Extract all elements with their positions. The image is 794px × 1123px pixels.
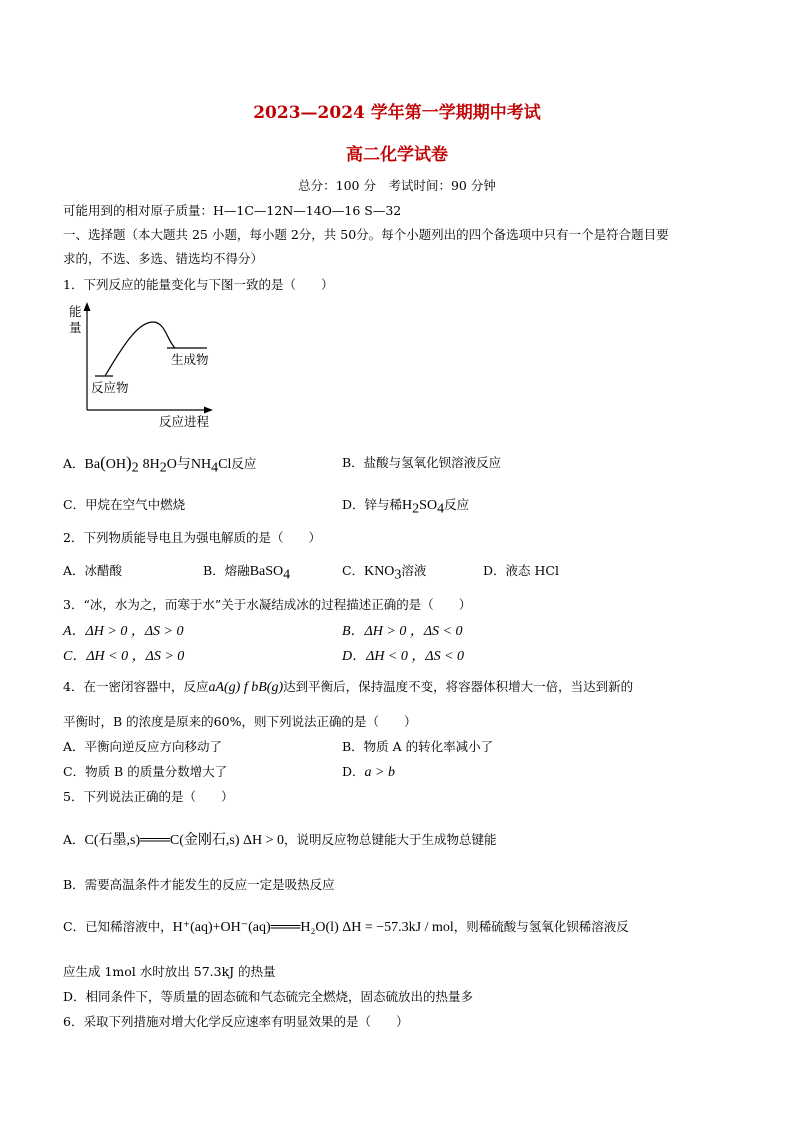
reactant-label: 反应物 xyxy=(91,380,129,395)
q2-option-b: B．熔融BaSO$_4$ xyxy=(203,563,291,583)
q5-option-a: A．C(石墨,s)═══C(金刚石,s) ΔH > 0，说明反应物总键能大于生成物总键能 xyxy=(63,832,497,848)
q4-option-d: D．a > b xyxy=(342,764,395,780)
energy-diagram xyxy=(63,300,223,432)
q5-option-c: C．已知稀溶液中，H⁺(aq)+OH⁻(aq)═══H₂O(l) ΔH = −57.3kJ / mol，则稀硫酸与氢氧化钡稀溶液反 xyxy=(63,919,629,935)
q2-option-d: D．液态 HCl xyxy=(483,563,559,578)
q4-option-a: A．平衡向逆反应方向移动了 xyxy=(63,739,223,754)
product-label: 生成物 xyxy=(171,352,209,367)
q4-option-c: C．物质 B 的质量分数增大了 xyxy=(63,764,228,779)
q2-option-c: C．$KNO_3$溶液 xyxy=(342,563,427,583)
q4-stem-line1: 4．在一密闭容器中，反应aA(g) f bB(g)达到平衡后，保持温度不变，将容器体积增大一倍，当达到新的 xyxy=(63,679,634,695)
q3-option-c: C．ΔH < 0 ，ΔS > 0 xyxy=(63,649,185,664)
section-instructions-line2: 求的，不选、多选、错选均不得分） xyxy=(63,251,264,266)
q5-option-b: B．需要高温条件才能发生的反应一定是吸热反应 xyxy=(63,877,335,892)
q5-option-c-line2: 应生成 1mol 水时放出 57.3kJ 的热量 xyxy=(63,964,276,979)
energy-curve xyxy=(105,322,175,376)
exam-subtitle: 高二化学试卷 xyxy=(346,145,448,165)
exam-info: 总分：100 分 考试时间：90 分钟 xyxy=(298,178,496,193)
q1-option-c: C．甲烷在空气中燃烧 xyxy=(63,497,186,512)
q4-stem-line2: 平衡时，B 的浓度是原来的60%，则下列说法正确的是（ ） xyxy=(63,714,417,729)
q6-stem: 6．采取下列措施对增大化学反应速率有明显效果的是（ ） xyxy=(63,1014,409,1029)
q1-option-d: D．锌与稀$H_2SO_4$反应 xyxy=(342,497,470,517)
x-axis-arrow xyxy=(204,407,213,414)
q1-stem: 1．下列反应的能量变化与下图一致的是（ ） xyxy=(63,277,334,292)
q4-option-b: B．物质 A 的转化率减小了 xyxy=(342,739,494,754)
q5-stem: 5．下列说法正确的是（ ） xyxy=(63,789,234,804)
exam-title: 2023—2024 学年第一学期期中考试 xyxy=(253,103,541,123)
atomic-masses: 可能用到的相对原子质量：H—1C—12N—14O—16 S—32 xyxy=(63,203,402,218)
x-label: 反应进程 xyxy=(159,414,210,429)
q3-option-a: A．ΔH > 0 ，ΔS > 0 xyxy=(63,624,184,639)
q5-option-d: D．相同条件下，等质量的固态硫和气态硫完全燃烧，固态硫放出的热量多 xyxy=(63,989,474,1004)
y-label-2: 量 xyxy=(69,320,82,335)
q3-option-d: D．ΔH < 0 ，ΔS < 0 xyxy=(342,649,465,664)
q1-option-b: B．盐酸与氢氧化钡溶液反应 xyxy=(342,455,502,470)
section-instructions-line1: 一、选择题（本大题共 25 小题，每小题 2分，共 50分。每个小题列出的四个备选项中只有一个是符合题目要 xyxy=(63,227,669,242)
y-label-1: 能 xyxy=(69,304,82,319)
q2-stem: 2．下列物质能导电且为强电解质的是（ ） xyxy=(63,530,321,545)
q1-option-a: A．$Ba(OH)_2$ $8H_2O$与$NH_4Cl$反应 xyxy=(63,453,257,476)
q3-stem: 3．“冰，水为之，而寒于水”关于水凝结成冰的过程描述正确的是（ ） xyxy=(63,597,472,612)
q2-option-a: A．冰醋酸 xyxy=(63,563,123,578)
y-axis-arrow xyxy=(84,302,91,311)
q3-option-b: B．ΔH > 0 ，ΔS < 0 xyxy=(342,624,463,639)
